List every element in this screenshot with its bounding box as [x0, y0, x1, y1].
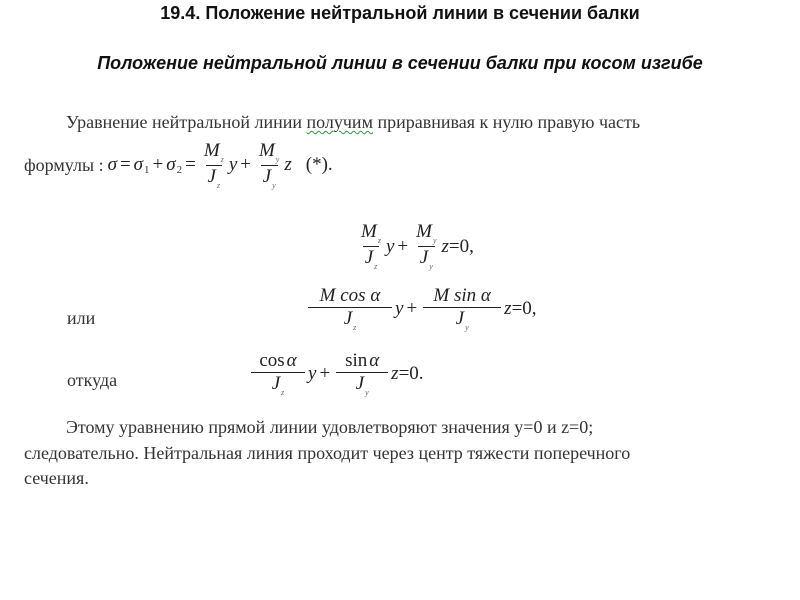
conclusion-line-1: Этому уравнению прямой линии удовлетворяют значения y=0 и z=0;: [66, 417, 594, 437]
variable-y: y: [228, 154, 238, 175]
denominator-j: J: [455, 308, 465, 329]
spellcheck-word: получим: [306, 112, 373, 132]
slide-subtitle: Положение нейтральной линии в сечении балки при косом изгибе: [97, 53, 703, 73]
sigma-1-subscript: 1: [144, 164, 150, 176]
variable-y: y: [308, 363, 317, 384]
whence-label: откуда: [67, 370, 118, 390]
fraction-mz-jz: [202, 141, 226, 190]
plus-sign: +: [319, 363, 331, 384]
sigma-2-symbol: σ: [166, 154, 176, 175]
right-hand-side: =0,: [448, 235, 474, 257]
formula-label: формулы :: [24, 154, 104, 175]
fraction-sin-jy: [336, 351, 388, 397]
denominator-j: J: [355, 373, 365, 394]
numerator-m-sin: M sin: [433, 285, 477, 306]
equals-sign: =: [119, 154, 131, 175]
fraction-mz-jz: [359, 222, 383, 271]
numerator-sin: sin: [345, 350, 368, 371]
plus-sign: +: [397, 235, 409, 257]
variable-z: z: [284, 154, 292, 175]
numerator-m: M: [203, 139, 220, 161]
conclusion-line-2: следовательно. Нейтральная линия проходит через центр тяжести поперечного: [24, 443, 631, 463]
variable-z: z: [391, 363, 399, 384]
denominator-subscript: y: [429, 262, 433, 271]
denominator-j: J: [343, 308, 353, 329]
alpha-symbol: α: [286, 350, 297, 371]
fraction-mcos-jz: [308, 286, 392, 332]
denominator-subscript: z: [353, 323, 357, 332]
or-label: или: [67, 308, 96, 328]
plus-sign: +: [152, 154, 164, 175]
formula-1: [108, 141, 333, 190]
variable-y: y: [385, 235, 395, 257]
denominator-j: J: [262, 165, 272, 187]
intro-text-after: приравнивая к нулю правую часть: [372, 112, 641, 132]
alpha-symbol: α: [480, 285, 491, 306]
plus-sign: +: [406, 298, 418, 319]
numerator-subscript: z: [220, 154, 224, 164]
right-hand-side: =0,: [511, 298, 537, 319]
denominator-subscript: y: [365, 388, 369, 397]
fraction-my-jy: [414, 222, 438, 271]
intro-text-before: Уравнение нейтральной линии: [66, 112, 307, 132]
formula-4: [248, 351, 424, 397]
fraction-msin-jy: [423, 286, 501, 332]
numerator-subscript: y: [432, 236, 437, 245]
numerator-m: M: [416, 221, 432, 242]
right-hand-side: =0.: [398, 363, 424, 384]
numerator-m-cos: M cos: [319, 285, 366, 306]
formula-2: [356, 222, 474, 271]
denominator-j: J: [271, 373, 281, 394]
variable-y: y: [395, 298, 404, 319]
numerator-cos: cos: [259, 350, 285, 371]
denominator-subscript: z: [374, 262, 378, 271]
fraction-my-jy: [257, 141, 281, 190]
slide-title: 19.4. Положение нейтральной линии в сечении балки: [160, 3, 640, 23]
denominator-subscript: y: [272, 180, 276, 190]
plus-sign-2: +: [240, 154, 251, 175]
conclusion-line-3: сечения.: [24, 468, 89, 488]
sigma-2-subscript: 2: [176, 164, 183, 176]
numerator-m: M: [361, 221, 377, 242]
formula-1-row: [24, 136, 333, 194]
denominator-j: J: [207, 165, 216, 187]
formula-tag: (*).: [305, 154, 333, 175]
fraction-cos-jz: [251, 351, 305, 397]
denominator-j: J: [364, 247, 374, 268]
alpha-symbol: α: [369, 350, 380, 371]
numerator-m: M: [258, 139, 275, 161]
sigma-1-symbol: σ: [133, 154, 144, 175]
denominator-subscript: z: [281, 388, 285, 397]
intro-line-1: [66, 111, 640, 133]
numerator-subscript: y: [275, 154, 280, 164]
numerator-subscript: z: [377, 236, 381, 245]
variable-z: z: [441, 235, 449, 257]
denominator-subscript: y: [465, 323, 469, 332]
denominator-subscript: z: [216, 180, 221, 190]
sigma-symbol: σ: [107, 154, 117, 175]
variable-z: z: [504, 298, 512, 319]
denominator-j: J: [419, 247, 429, 268]
formula-3: [305, 286, 537, 332]
equals-sign-2: =: [185, 154, 196, 175]
alpha-symbol: α: [370, 285, 381, 306]
